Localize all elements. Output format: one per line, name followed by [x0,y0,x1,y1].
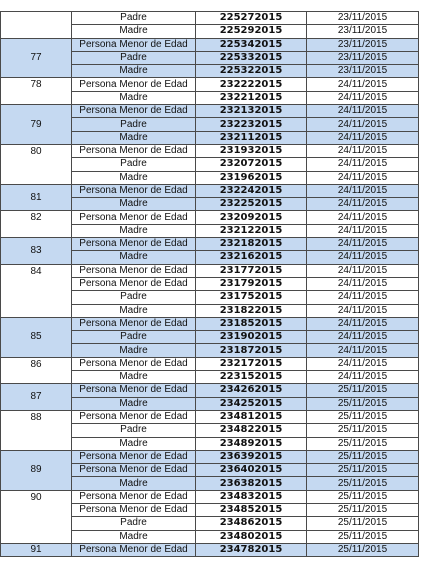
record-code-cell: 234802015 [196,530,307,543]
relation-cell: Madre [72,65,196,78]
record-code-cell: 232092015 [196,211,307,224]
record-code-cell: 231902015 [196,331,307,344]
table-row [1,450,419,463]
relation-cell: Madre [72,198,196,211]
date-cell: 23/11/2015 [307,12,419,25]
record-code-cell: 231752015 [196,291,307,304]
relation-cell: Madre [72,437,196,450]
relation-cell: Persona Menor de Edad [72,490,196,503]
table-row [1,105,419,118]
relation-cell: Persona Menor de Edad [72,78,196,91]
table-row [1,12,419,25]
record-code-cell: 232232015 [196,118,307,131]
date-cell: 25/11/2015 [307,477,419,490]
relation-cell: Persona Menor de Edad [72,410,196,423]
record-code-cell: 234892015 [196,437,307,450]
relation-cell: Persona Menor de Edad [72,277,196,290]
date-cell: 24/11/2015 [307,251,419,264]
date-cell: 24/11/2015 [307,131,419,144]
date-cell: 25/11/2015 [307,490,419,503]
relation-cell: Persona Menor de Edad [72,503,196,516]
group-number-cell [1,12,72,39]
record-code-cell: 232222015 [196,78,307,91]
table-row [1,317,419,330]
record-code-cell: 234822015 [196,424,307,437]
group-number-cell: 77 [1,38,72,78]
table-row [1,144,419,157]
record-code-cell: 234262015 [196,384,307,397]
date-cell: 24/11/2015 [307,91,419,104]
record-code-cell: 225322015 [196,65,307,78]
relation-cell: Padre [72,118,196,131]
relation-cell: Persona Menor de Edad [72,38,196,51]
record-code-cell: 232072015 [196,158,307,171]
record-code-cell: 236392015 [196,450,307,463]
record-code-cell: 231852015 [196,317,307,330]
date-cell: 24/11/2015 [307,371,419,384]
date-cell: 25/11/2015 [307,543,419,556]
date-cell: 25/11/2015 [307,424,419,437]
date-cell: 24/11/2015 [307,277,419,290]
relation-cell: Persona Menor de Edad [72,317,196,330]
group-number-cell: 91 [1,543,72,556]
date-cell: 23/11/2015 [307,65,419,78]
record-code-cell: 232182015 [196,238,307,251]
relation-cell: Persona Menor de Edad [72,543,196,556]
date-cell: 25/11/2015 [307,530,419,543]
date-cell: 24/11/2015 [307,331,419,344]
date-cell: 24/11/2015 [307,144,419,157]
record-code-cell: 225332015 [196,51,307,64]
date-cell: 25/11/2015 [307,437,419,450]
record-code-cell: 231962015 [196,171,307,184]
record-code-cell: 232252015 [196,198,307,211]
record-code-cell: 232172015 [196,357,307,370]
relation-cell: Madre [72,530,196,543]
relation-cell: Madre [72,171,196,184]
table-row [1,211,419,224]
date-cell: 25/11/2015 [307,503,419,516]
relation-cell: Madre [72,344,196,357]
record-code-cell: 234812015 [196,410,307,423]
relation-cell: Persona Menor de Edad [72,238,196,251]
relation-cell: Persona Menor de Edad [72,144,196,157]
date-cell: 24/11/2015 [307,118,419,131]
relation-cell: Padre [72,517,196,530]
table-row [1,78,419,91]
table-row [1,38,419,51]
date-cell: 24/11/2015 [307,291,419,304]
date-cell: 25/11/2015 [307,464,419,477]
table-row [1,357,419,370]
record-code-cell: 232242015 [196,184,307,197]
record-code-cell: 231772015 [196,264,307,277]
record-code-cell: 234252015 [196,397,307,410]
group-number-cell: 82 [1,211,72,238]
table-row [1,410,419,423]
date-cell: 25/11/2015 [307,410,419,423]
relation-cell: Padre [72,158,196,171]
record-code-cell: 225272015 [196,12,307,25]
relation-cell: Persona Menor de Edad [72,384,196,397]
relation-cell: Padre [72,291,196,304]
date-cell: 23/11/2015 [307,38,419,51]
registry-table [0,11,419,557]
record-code-cell: 236402015 [196,464,307,477]
group-number-cell: 79 [1,105,72,145]
relation-cell: Madre [72,251,196,264]
date-cell: 24/11/2015 [307,171,419,184]
date-cell: 23/11/2015 [307,25,419,38]
group-number-cell: 87 [1,384,72,411]
date-cell: 24/11/2015 [307,304,419,317]
relation-cell: Madre [72,224,196,237]
date-cell: 24/11/2015 [307,344,419,357]
date-cell: 24/11/2015 [307,105,419,118]
date-cell: 23/11/2015 [307,51,419,64]
group-number-cell: 81 [1,184,72,211]
group-number-cell: 84 [1,264,72,317]
date-cell: 25/11/2015 [307,397,419,410]
record-code-cell: 231792015 [196,277,307,290]
relation-cell: Madre [72,371,196,384]
date-cell: 24/11/2015 [307,357,419,370]
relation-cell: Padre [72,12,196,25]
record-code-cell: 231872015 [196,344,307,357]
date-cell: 24/11/2015 [307,158,419,171]
relation-cell: Madre [72,477,196,490]
record-code-cell: 234852015 [196,503,307,516]
relation-cell: Padre [72,51,196,64]
record-code-cell: 225292015 [196,25,307,38]
group-number-cell: 83 [1,238,72,265]
relation-cell: Persona Menor de Edad [72,450,196,463]
relation-cell: Madre [72,131,196,144]
record-code-cell: 231932015 [196,144,307,157]
relation-cell: Persona Menor de Edad [72,264,196,277]
date-cell: 24/11/2015 [307,198,419,211]
table-row [1,543,419,556]
relation-cell: Madre [72,397,196,410]
group-number-cell: 78 [1,78,72,105]
record-code-cell: 232122015 [196,224,307,237]
group-number-cell: 90 [1,490,72,543]
date-cell: 25/11/2015 [307,450,419,463]
table-row [1,384,419,397]
group-number-cell: 89 [1,450,72,490]
relation-cell: Madre [72,304,196,317]
date-cell: 24/11/2015 [307,264,419,277]
date-cell: 24/11/2015 [307,184,419,197]
table-row [1,238,419,251]
date-cell: 24/11/2015 [307,238,419,251]
relation-cell: Persona Menor de Edad [72,184,196,197]
date-cell: 24/11/2015 [307,211,419,224]
table-row [1,490,419,503]
record-code-cell: 231822015 [196,304,307,317]
relation-cell: Persona Menor de Edad [72,464,196,477]
date-cell: 25/11/2015 [307,517,419,530]
relation-cell: Padre [72,424,196,437]
record-code-cell: 232162015 [196,251,307,264]
group-number-cell: 86 [1,357,72,384]
date-cell: 25/11/2015 [307,384,419,397]
record-code-cell: 232212015 [196,91,307,104]
date-cell: 24/11/2015 [307,224,419,237]
group-number-cell: 88 [1,410,72,450]
record-code-cell: 232132015 [196,105,307,118]
registry-table-body [1,12,419,557]
record-code-cell: 234862015 [196,517,307,530]
date-cell: 24/11/2015 [307,317,419,330]
relation-cell: Persona Menor de Edad [72,211,196,224]
relation-cell: Madre [72,25,196,38]
relation-cell: Persona Menor de Edad [72,357,196,370]
relation-cell: Madre [72,91,196,104]
record-code-cell: 223152015 [196,371,307,384]
record-code-cell: 225342015 [196,38,307,51]
relation-cell: Padre [72,331,196,344]
record-code-cell: 236382015 [196,477,307,490]
group-number-cell: 85 [1,317,72,357]
table-row [1,264,419,277]
record-code-cell: 232112015 [196,131,307,144]
relation-cell: Persona Menor de Edad [72,105,196,118]
date-cell: 24/11/2015 [307,78,419,91]
table-row [1,184,419,197]
group-number-cell: 80 [1,144,72,184]
record-code-cell: 234832015 [196,490,307,503]
record-code-cell: 234782015 [196,543,307,556]
